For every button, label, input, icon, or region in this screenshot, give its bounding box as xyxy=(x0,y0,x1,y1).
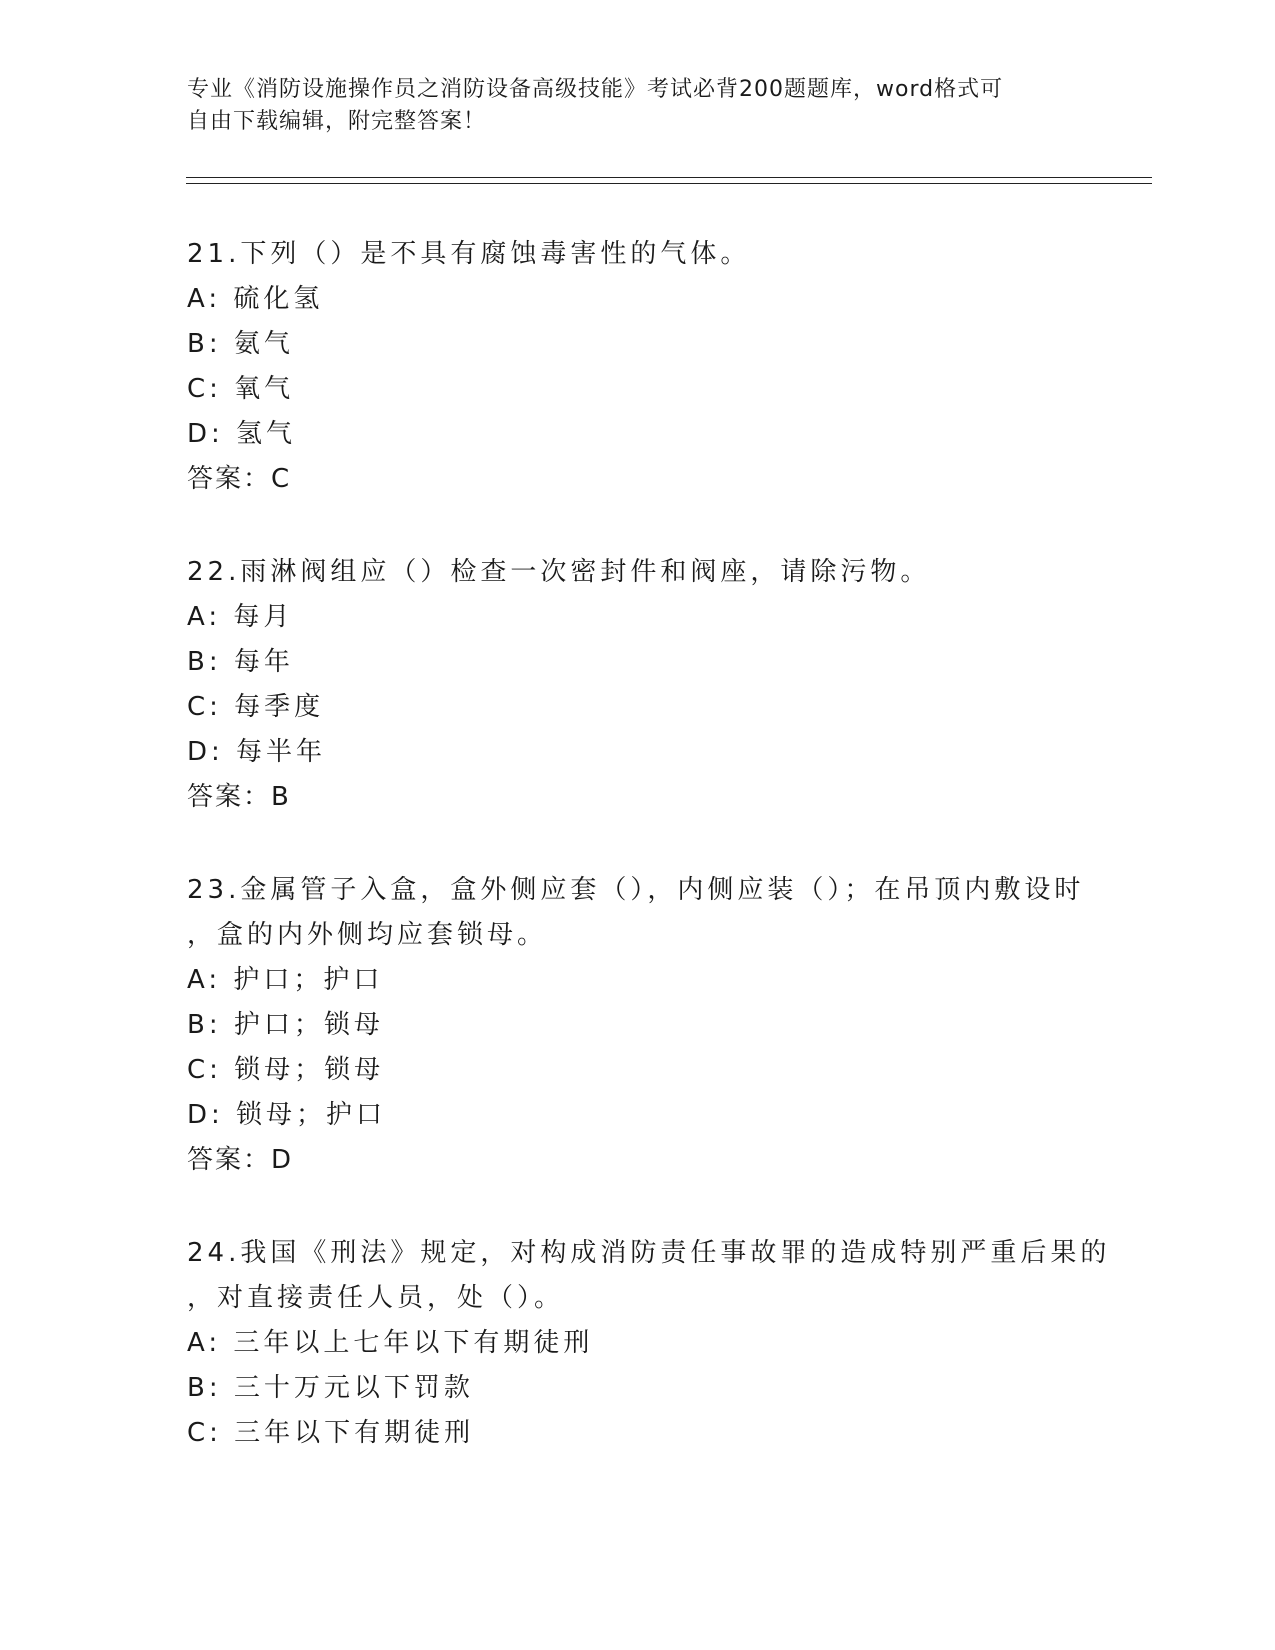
answer: 答案：D xyxy=(187,1145,294,1175)
option-b: B: 氨气 xyxy=(187,329,294,359)
option-c: C: 氧气 xyxy=(187,374,295,404)
header-line-1: 专业《消防设施操作员之消防设备高级技能》考试必背200题题库，word格式可 xyxy=(187,77,1004,102)
option-d: D: 氢气 xyxy=(187,419,297,449)
header-divider-top xyxy=(186,177,1152,178)
option-c: C: 每季度 xyxy=(187,692,325,722)
option-b: B: 护口；锁母 xyxy=(187,1010,384,1040)
question-text-line-2: ，盒的内外侧均应套锁母。 xyxy=(187,920,548,950)
header-line-2: 自由下载编辑，附完整答案！ xyxy=(187,109,487,134)
option-d: D: 每半年 xyxy=(187,737,327,767)
question-text-line-1: 24.我国《刑法》规定，对构成消防责任事故罪的造成特别严重后果的 xyxy=(187,1238,1111,1268)
question-22 xyxy=(187,550,1087,820)
option-b: B: 每年 xyxy=(187,647,294,677)
option-c: C: 三年以下有期徒刑 xyxy=(187,1418,475,1448)
option-b: B: 三十万元以下罚款 xyxy=(187,1373,474,1403)
option-a: A: 每月 xyxy=(187,602,294,632)
document-header xyxy=(187,74,1067,138)
header-divider-bottom xyxy=(186,183,1152,184)
question-text: 21.下列（）是不具有腐蚀毒害性的气体。 xyxy=(187,239,751,269)
option-a: A: 护口；护口 xyxy=(187,965,384,995)
option-d: D: 锁母；护口 xyxy=(187,1100,387,1130)
question-text: 22.雨淋阀组应（）检查一次密封件和阀座，请除污物。 xyxy=(187,557,931,587)
question-text-line-1: 23.金属管子入盒，盒外侧应套（），内侧应装（）；在吊顶内敷设时 xyxy=(187,875,1085,905)
option-a: A: 硫化氢 xyxy=(187,284,324,314)
answer: 答案：C xyxy=(187,464,292,494)
answer: 答案：B xyxy=(187,782,291,812)
question-24 xyxy=(187,1231,1111,1456)
question-21 xyxy=(187,232,1087,502)
option-a: A: 三年以上七年以下有期徒刑 xyxy=(187,1328,594,1358)
option-c: C: 锁母；锁母 xyxy=(187,1055,385,1085)
question-23 xyxy=(187,868,1087,1183)
question-text-line-2: ，对直接责任人员，处（）。 xyxy=(187,1283,565,1313)
